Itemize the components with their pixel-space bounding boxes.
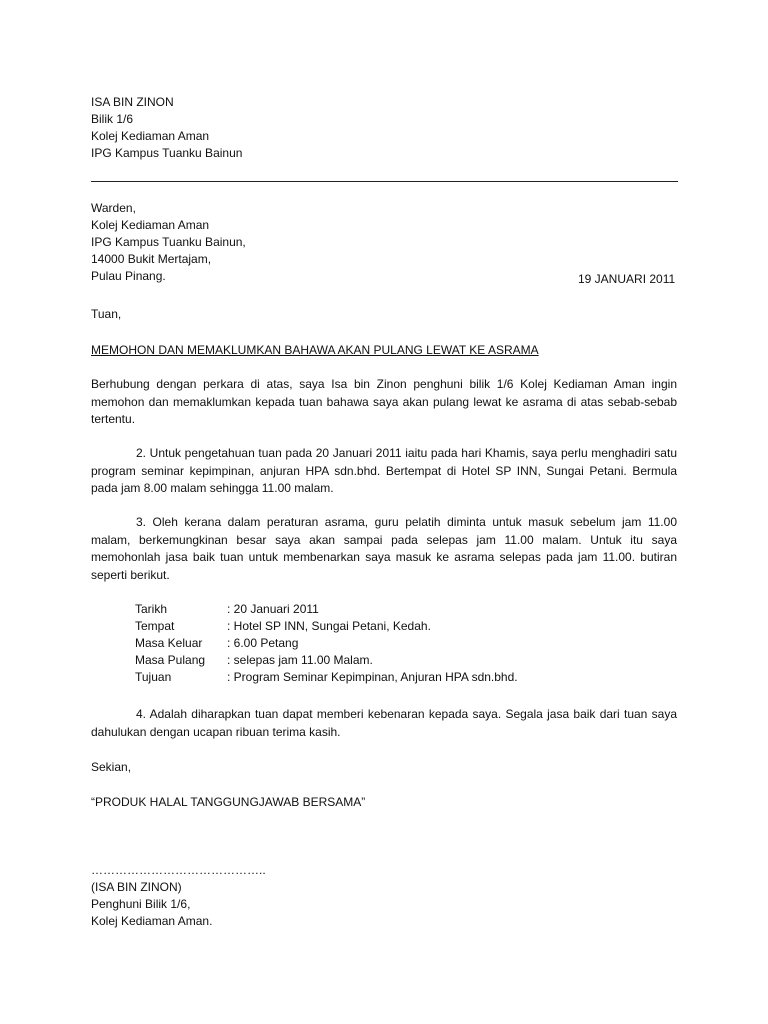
details-list (135, 601, 518, 686)
letter-subject: MEMOHON DAN MEMAKLUMKAN BAHAWA AKAN PULANG LEWAT KE ASRAMA (91, 343, 539, 357)
recipient-college: Kolej Kediaman Aman (91, 218, 210, 232)
detail-label: Tujuan (135, 670, 172, 684)
detail-label: Tarikh (135, 602, 168, 616)
detail-label: Masa Pulang (135, 653, 206, 667)
header-divider (91, 181, 678, 182)
sender-campus: IPG Kampus Tuanku Bainun (91, 146, 243, 160)
sender-address (91, 94, 242, 162)
detail-row (135, 669, 518, 686)
recipient-state: Pulau Pinang. (91, 269, 166, 283)
signatory-name: (ISA BIN ZINON) (91, 880, 182, 894)
paragraph-1: Berhubung dengan perkara di atas, saya Isa bin Zinon penghuni bilik 1/6 Kolej Kediaman Aman ingin memohon dan memaklumkan kepada tuan bahawa saya akan pulang lewat ke asrama di atas sebab-sebab tertentu. (91, 377, 677, 426)
signature-line: …………………………………….. (91, 863, 266, 877)
detail-value: : Program Seminar Kepimpinan, Anjuran HPA sdn.bhd. (227, 670, 518, 684)
sender-room: Bilik 1/6 (91, 112, 134, 126)
recipient-address (91, 200, 246, 285)
detail-row (135, 635, 518, 652)
signatory-college: Kolej Kediaman Aman. (91, 914, 213, 928)
detail-value: : Hotel SP INN, Sungai Petani, Kedah. (227, 619, 431, 633)
detail-row (135, 652, 518, 669)
detail-label: Masa Keluar (135, 636, 203, 650)
detail-value: : 6.00 Petang (227, 636, 299, 650)
paragraph-3: 3. Oleh kerana dalam peraturan asrama, guru pelatih diminta untuk masuk sebelum jam 11.00 malam, berkemungkinan besar saya akan sampai pada selepas jam 11.00 malam. Untuk itu saya memohonlah jasa baik tuan untuk membenarkan saya masuk ke asrama selepas pada jam 11.00. butiran seperti berikut. (91, 515, 677, 582)
paragraph-2: 2. Untuk pengetahuan tuan pada 20 Januari 2011 iaitu pada hari Khamis, saya perlu menghadiri satu program seminar kepimpinan, anjuran HPA sdn.bhd. Bertempat di Hotel SP INN, Sungai Petani. Bermula pada jam 8.00 malam sehingga 11.00 malam. (91, 446, 677, 495)
detail-row (135, 601, 518, 618)
detail-row (135, 618, 518, 635)
signature-block (91, 879, 212, 930)
closing: Sekian, (91, 760, 132, 774)
detail-value: : 20 Januari 2011 (227, 602, 319, 616)
detail-value: : selepas jam 11.00 Malam. (227, 653, 373, 667)
recipient-postcode: 14000 Bukit Mertajam, (91, 252, 212, 266)
salutation: Tuan, (91, 307, 122, 321)
detail-label: Tempat (135, 619, 175, 633)
recipient-title: Warden, (91, 201, 136, 215)
motto: “PRODUK HALAL TANGGUNGJAWAB BERSAMA” (91, 795, 366, 809)
letter-date: 19 JANUARI 2011 (578, 272, 676, 286)
recipient-campus: IPG Kampus Tuanku Bainun, (91, 235, 246, 249)
sender-college: Kolej Kediaman Aman (91, 129, 210, 143)
paragraph-4: 4. Adalah diharapkan tuan dapat memberi kebenaran kepada saya. Segala jasa baik dari tuan saya dahulukan dengan ucapan ribuan terima kasih. (91, 707, 677, 739)
signatory-room: Penghuni Bilik 1/6, (91, 897, 191, 911)
sender-name: ISA BIN ZINON (91, 95, 174, 109)
